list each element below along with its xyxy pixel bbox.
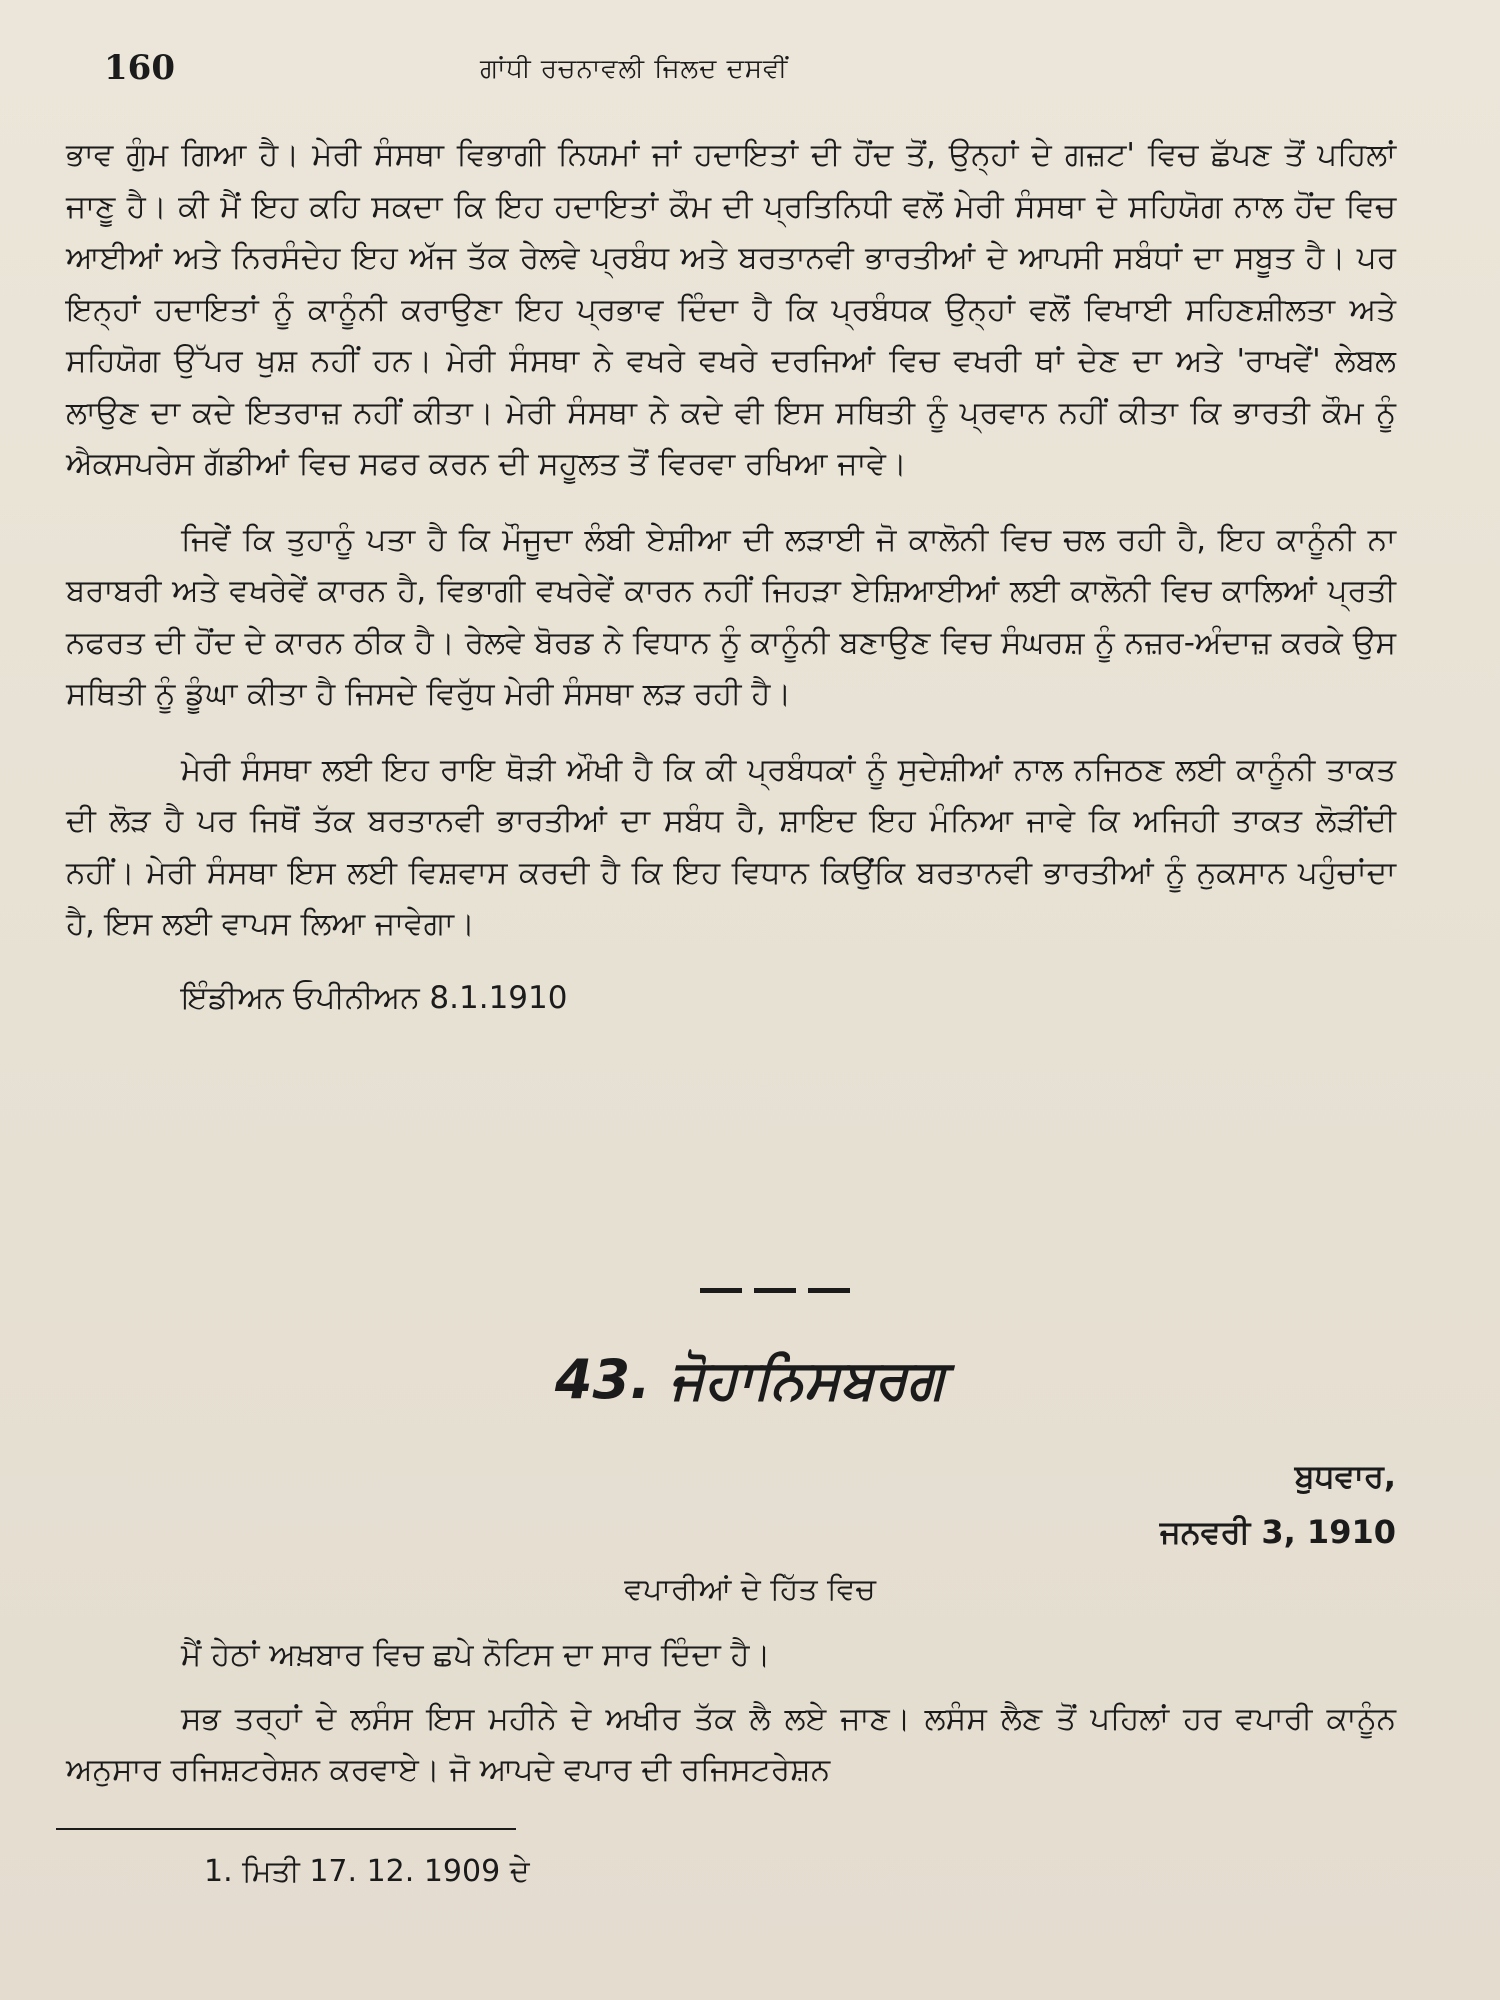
paragraph: ਜਿਵੇਂ ਕਿ ਤੁਹਾਨੂੰ ਪਤਾ ਹੈ ਕਿ ਮੌਜੂਦਾ ਲੰਬੀ ਏਸ਼ੀਆ ਦੀ ਲੜਾਈ ਜੋ ਕਾਲੋਨੀ ਵਿਚ ਚਲ ਰਹੀ ਹੈ, ਇਹ ਕਾਨੂੰਨੀ ਨਾ ਬਰਾਬਰੀ ਅਤੇ ਵਖਰੇਵੇਂ ਕਾਰਨ ਹੈ, ਵਿਭਾਗੀ ਵਖਰੇਵੇਂ ਕਾਰਨ ਨਹੀਂ ਜਿਹੜਾ ਏਸ਼ਿਆਈਆਂ ਲਈ ਕਾਲੋਨੀ ਵਿਚ ਕਾਲਿਆਂ ਪ੍ਰਤੀ ਨਫਰਤ ਦੀ ਹੋਂਦ ਦੇ ਕਾਰਨ ਠੀਕ ਹੈ। ਰੇਲਵੇ ਬੋਰਡ ਨੇ ਵਿਧਾਨ ਨੂੰ ਕਾਨੂੰਨੀ ਬਣਾਉਣ ਵਿਚ ਸੰਘਰਸ਼ ਨੂੰ ਨਜ਼ਰ-ਅੰਦਾਜ਼ ਕਰਕੇ ਉਸ ਸਥਿਤੀ ਨੂੰ ਡੂੰਘਾ ਕੀਤਾ ਹੈ ਜਿਸਦੇ ਵਿਰੁੱਧ ਮੇਰੀ ਸੰਸਥਾ ਲੜ ਰਹੀ ਹੈ। [66, 521, 1396, 712]
paragraph: ਸਭ ਤਰ੍ਹਾਂ ਦੇ ਲਸੰਸ ਇਸ ਮਹੀਨੇ ਦੇ ਅਖੀਰ ਤੱਕ ਲੈ ਲਏ ਜਾਣ। ਲਸੰਸ ਲੈਣ ਤੋਂ ਪਹਿਲਾਂ ਹਰ ਵਪਾਰੀ ਕਾਨੂੰਨ ਅਨੁਸਾਰ ਰਜਿਸ਼ਟਰੇਸ਼ਨ ਕਰਵਾਏ। ਜੋ ਆਪਦੇ ਵਪਾਰ ਦੀ ਰਜਿਸਟਰੇਸ਼ਨ [66, 1700, 1396, 1788]
divider-dash [754, 1288, 796, 1293]
footnote-rule [56, 1828, 516, 1830]
page-number: 160 [104, 48, 175, 88]
dateline-day: ਬੁਧਵਾਰ, [1294, 1457, 1396, 1495]
divider-dash [700, 1288, 742, 1293]
main-text [66, 130, 1396, 1024]
paragraph: ਭਾਵ ਗੁੰਮ ਗਿਆ ਹੈ। ਮੇਰੀ ਸੰਸਥਾ ਵਿਭਾਗੀ ਨਿਯਮਾਂ ਜਾਂ ਹਦਾਇਤਾਂ ਦੀ ਹੋਂਦ ਤੋਂ, ਉਨ੍ਹਾਂ ਦੇ ਗਜ਼ਟ' ਵਿਚ ਛੱਪਣ ਤੋਂ ਪਹਿਲਾਂ ਜਾਣੂ ਹੈ। ਕੀ ਮੈਂ ਇਹ ਕਹਿ ਸਕਦਾ ਕਿ ਇਹ ਹਦਾਇਤਾਂ ਕੌਮ ਦੀ ਪ੍ਰਤਿਨਿਧੀ ਵਲੋਂ ਮੇਰੀ ਸੰਸਥਾ ਦੇ ਸਹਿਯੋਗ ਨਾਲ ਹੋਂਦ ਵਿਚ ਆਈਆਂ ਅਤੇ ਨਿਰਸੰਦੇਹ ਇਹ ਅੱਜ ਤੱਕ ਰੇਲਵੇ ਪ੍ਰਬੰਧ ਅਤੇ ਬਰਤਾਨਵੀ ਭਾਰਤੀਆਂ ਦੇ ਆਪਸੀ ਸਬੰਧਾਂ ਦਾ ਸਬੂਤ ਹੈ। ਪਰ ਇਨ੍ਹਾਂ ਹਦਾਇਤਾਂ ਨੂੰ ਕਾਨੂੰਨੀ ਕਰਾਉਣਾ ਇਹ ਪ੍ਰਭਾਵ ਦਿੰਦਾ ਹੈ ਕਿ ਪ੍ਰਬੰਧਕ ਉਨ੍ਹਾਂ ਵਲੋਂ ਵਿਖਾਈ ਸਹਿਣਸ਼ੀਲਤਾ ਅਤੇ ਸਹਿਯੋਗ ਉੱਪਰ ਖੁਸ਼ ਨਹੀਂ ਹਨ। ਮੇਰੀ ਸੰਸਥਾ ਨੇ ਵਖਰੇ ਵਖਰੇ ਦਰਜਿਆਂ ਵਿਚ ਵਖਰੀ ਥਾਂ ਦੇਣ ਦਾ ਅਤੇ 'ਰਾਖਵੇਂ' ਲੇਬਲ ਲਾਉਣ ਦਾ ਕਦੇ ਇਤਰਾਜ਼ ਨਹੀਂ ਕੀਤਾ। ਮੇਰੀ ਸੰਸਥਾ ਨੇ ਕਦੇ ਵੀ ਇਸ ਸਥਿਤੀ ਨੂੰ ਪ੍ਰਵਾਨ ਨਹੀਂ ਕੀਤਾ ਕਿ ਭਾਰਤੀ ਕੌਮ ਨੂੰ ਐਕਸਪਰੇਸ ਗੱਡੀਆਂ ਵਿਚ ਸਫਰ ਕਰਨ ਦੀ ਸਹੂਲਤ ਤੋਂ ਵਿਰਵਾ ਰਖਿਆ ਜਾਵੇ। [66, 137, 1396, 482]
page-header [100, 48, 1400, 98]
source-citation: ਇੰਡੀਅਨ ਓਪੀਨੀਅਨ 8.1.1910 [181, 979, 568, 1016]
section-heading: 43. ਜੋਹਾਨਿਸਬਰਗ [554, 1348, 946, 1411]
section-text [66, 1630, 1396, 1797]
dateline [1160, 1448, 1396, 1560]
section-divider [700, 1288, 850, 1294]
footnote: 1. ਮਿਤੀ 17. 12. 1909 ਦੇ [204, 1854, 530, 1889]
paragraph: ਮੇਰੀ ਸੰਸਥਾ ਲਈ ਇਹ ਰਾਇ ਥੋੜੀ ਔਖੀ ਹੈ ਕਿ ਕੀ ਪ੍ਰਬੰਧਕਾਂ ਨੂੰ ਸੁਦੇਸ਼ੀਆਂ ਨਾਲ ਨਜਿਠਣ ਲਈ ਕਾਨੂੰਨੀ ਤਾਕਤ ਦੀ ਲੋੜ ਹੈ ਪਰ ਜਿਥੋਂ ਤੱਕ ਬਰਤਾਨਵੀ ਭਾਰਤੀਆਂ ਦਾ ਸਬੰਧ ਹੈ, ਸ਼ਾਇਦ ਇਹ ਮੰਨਿਆ ਜਾਵੇ ਕਿ ਅਜਿਹੀ ਤਾਕਤ ਲੋੜੀਂਦੀ ਨਹੀਂ। ਮੇਰੀ ਸੰਸਥਾ ਇਸ ਲਈ ਵਿਸ਼ਵਾਸ ਕਰਦੀ ਹੈ ਕਿ ਇਹ ਵਿਧਾਨ ਕਿਉਂਕਿ ਬਰਤਾਨਵੀ ਭਾਰਤੀਆਂ ਨੂੰ ਨੁਕਸਾਨ ਪਹੁੰਚਾਂਦਾ ਹੈ, ਇਸ ਲਈ ਵਾਪਸ ਲਿਆ ਜਾਵੇਗਾ। [66, 751, 1396, 942]
section-subtitle: ਵਪਾਰੀਆਂ ਦੇ ਹਿੱਤ ਵਿਚ [624, 1572, 876, 1607]
divider-dash [808, 1288, 850, 1293]
dateline-date: ਜਨਵਰੀ 3, 1910 [1159, 1513, 1396, 1551]
running-head: ਗਾਂਧੀ ਰਚਨਾਵਲੀ ਜਿਲਦ ਦਸਵੀਂ [480, 54, 789, 84]
paragraph: ਮੈਂ ਹੇਠਾਂ ਅਖ਼ਬਾਰ ਵਿਚ ਛਪੇ ਨੋਟਿਸ ਦਾ ਸਾਰ ਦਿੰਦਾ ਹੈ। [181, 1637, 771, 1673]
